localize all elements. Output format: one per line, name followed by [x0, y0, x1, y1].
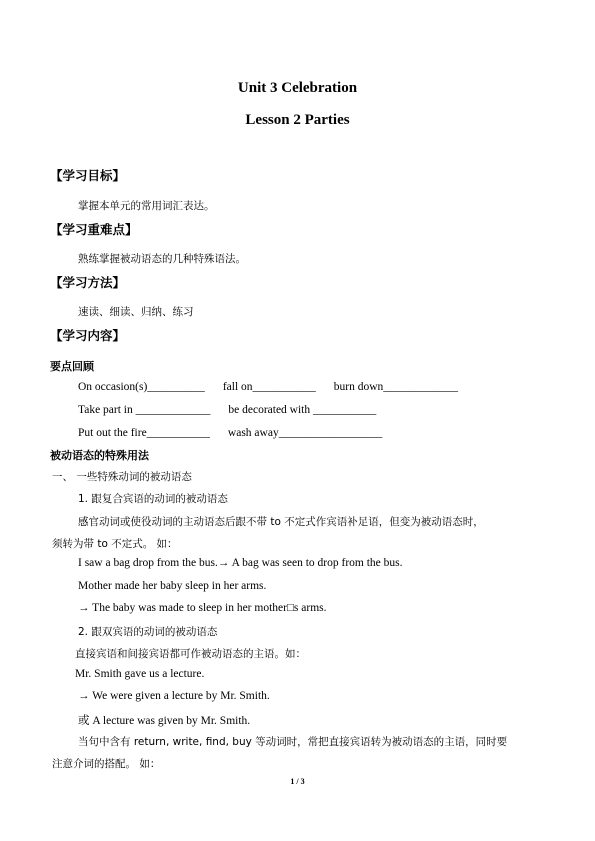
rule-1-line-2: 须转为带 to 不定式。 如：: [52, 538, 178, 550]
page-title: Unit 3 Celebration: [237, 80, 358, 96]
key-points-heading: 【学习重难点】: [50, 222, 138, 237]
goals-heading: 【学习目标】: [50, 168, 126, 183]
passive-part-1: 一、 一些特殊动词的被动语态: [52, 471, 192, 483]
page-subtitle: Lesson 2 Parties: [245, 112, 350, 128]
example-sentence: → We were given a lecture by Mr. Smith.: [78, 690, 270, 702]
rule-3-line-1: 当句中含有 return, write, find, buy 等动词时，常把直接宾语转为被动语态的主语，同时要: [78, 736, 508, 748]
review-item: burn down_____________: [333, 381, 459, 393]
methods-text: 速读、细读、归纳、练习: [78, 306, 194, 318]
review-item: Put out the fire___________: [78, 427, 210, 439]
example-sentence: I saw a bag drop from the bus.→ A bag was seen to drop from the bus.: [78, 557, 403, 569]
methods-heading: 【学习方法】: [50, 275, 126, 290]
review-row-1: [78, 381, 458, 393]
example-sentence: 或 A lecture was given by Mr. Smith.: [78, 715, 251, 727]
page-number: 1 / 3: [290, 777, 305, 786]
example-sentence: Mother made her baby sleep in her arms.: [78, 580, 267, 592]
key-points-text: 熟练掌握被动语态的几种特殊语法。: [78, 253, 246, 265]
review-item: wash away__________________: [227, 427, 383, 439]
review-item: Take part in _____________: [78, 404, 211, 416]
rule-3-line-2: 注意介词的搭配。 如：: [52, 758, 161, 770]
review-item: be decorated with ___________: [228, 404, 377, 416]
goals-text: 掌握本单元的常用词汇表达。: [78, 200, 215, 212]
passive-item-2: 2. 跟双宾语的动词的被动语态: [78, 626, 218, 638]
example-sentence: → The baby was made to sleep in her mother□s arms.: [78, 602, 327, 614]
passive-heading: 被动语态的特殊用法: [50, 449, 149, 462]
rule-2: 直接宾语和间接宾语都可作被动语态的主语。如：: [75, 648, 306, 660]
review-row-2: [78, 404, 376, 416]
review-item: fall on___________: [222, 381, 316, 393]
review-item: On occasion(s)__________: [78, 381, 205, 393]
content-heading: 【学习内容】: [50, 328, 126, 343]
review-heading: 要点回顾: [50, 360, 94, 373]
review-row-3: [78, 427, 382, 439]
passive-item-1: 1. 跟复合宾语的动词的被动语态: [78, 493, 228, 505]
example-sentence: Mr. Smith gave us a lecture.: [75, 668, 205, 680]
rule-1-line-1: 感官动词或使役动词的主动语态后跟不带 to 不定式作宾语补足语，但变为被动语态时，: [78, 516, 484, 528]
